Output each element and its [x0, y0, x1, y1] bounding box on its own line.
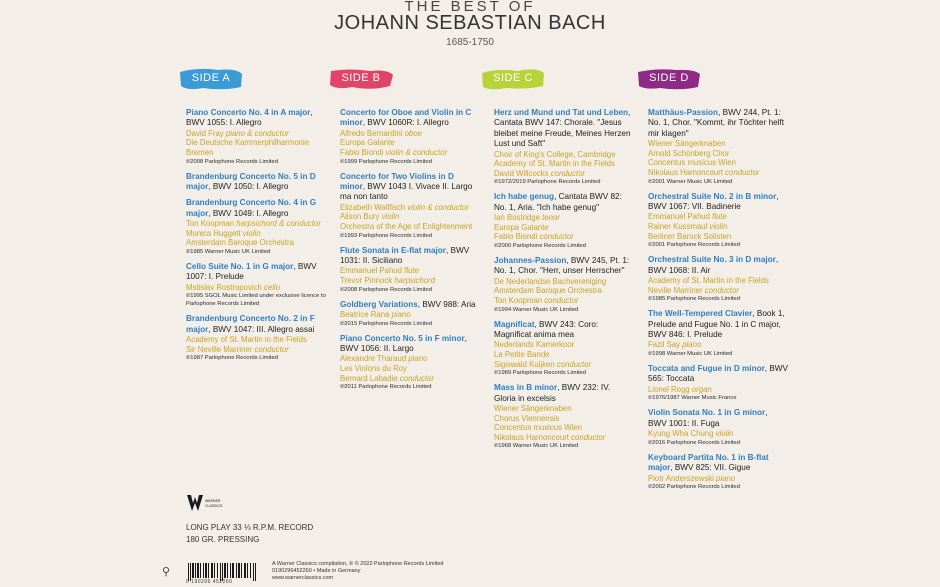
performer: Nikolaus Harnoncourt conductor [648, 168, 760, 177]
track-entry [340, 334, 480, 392]
copyright-line: ℗1995 SGOL Music Limited under exclusive licence to Parlophone Records Limited [186, 293, 326, 308]
work-name: Ich habe genug [494, 192, 555, 202]
performer: Europa Galante [340, 138, 395, 148]
track-entry [648, 108, 788, 186]
track-title: Matthäus-Passion, BWV 244, Pt. 1: No. 1, Chor. "Kommt, ihr Töchter helft mir klagen" [648, 108, 785, 138]
track-entry [340, 172, 480, 240]
performer: Die Deutsche Kammerphilharmonie Bremen [186, 138, 310, 157]
work-name: Piano Concerto No. 4 in A major [186, 108, 311, 117]
performer: Kyung Wha Chung violin [648, 429, 734, 439]
track-entry [186, 108, 326, 166]
work-name: Matthäus-Passion [648, 108, 719, 117]
side-a-tracklist [186, 108, 326, 368]
performer: Alfredo Bernardini oboe [340, 128, 422, 138]
copyright-line: ℗2008 Parlophone Records Limited [186, 158, 278, 165]
performer: Piotr Anderszewski piano [648, 473, 736, 483]
work-name: Cello Suite No. 1 in G major [186, 262, 294, 271]
track-entry [186, 314, 326, 362]
performer: Les Violons du Roy [340, 364, 408, 373]
performer: Amsterdam Baroque Orchestra [186, 238, 294, 248]
performer: Ian Bostridge tenor [494, 213, 560, 223]
performer: Nederlands Kamerkoor [494, 340, 575, 350]
work-name: Herz und Mund und Tat und Leben [494, 108, 629, 117]
lp-speed: LONG PLAY 33 ⅓ R.P.M. RECORD [186, 523, 314, 532]
performer: Alexandre Tharaud piano [340, 354, 428, 364]
copyright-line: ℗1972/2019 Parlophone Records Limited [494, 179, 601, 186]
performer: Fabio Biondi conductor [494, 232, 574, 242]
track-entry [340, 300, 480, 328]
performer: Rainer Kussmaul violin [648, 222, 728, 231]
work-name: Magnificat [494, 319, 535, 329]
performer: Orchestra of the Age of Enlightenment [340, 222, 473, 231]
track-entry [648, 408, 788, 446]
side-c-label: SIDE C [493, 72, 533, 84]
track-title: Orchestral Suite No. 2 in B minor, BWV 1067: VII. Badinerie [648, 191, 779, 211]
track-title: Brandenburg Concerto No. 5 in D major, BWV 1050: I. Allegro [186, 171, 316, 191]
performer: Choir of King's College, Cambridge [494, 149, 616, 159]
performer: Bernard Labadie conductor [340, 373, 435, 383]
track-entry [648, 453, 788, 491]
copyright-line: ℗2015 Parlophone Records Limited [340, 320, 432, 327]
work-name: Mass in B minor [494, 383, 558, 393]
side-d-tracklist [648, 108, 788, 497]
performer: Fabio Biondi violin & conductor [340, 148, 448, 157]
track-entry [648, 309, 788, 358]
performer: Berliner Barock Solisten [648, 231, 732, 241]
work-name: Orchestral Suite No. 3 in D major [648, 255, 776, 265]
track-title: Keyboard Partita No. 1 in B-flat major, BWV 825: VII. Gigue [648, 452, 769, 473]
track-title: Orchestral Suite No. 3 in D major, BWV 1068: II. Air [648, 255, 779, 275]
work-name: Concerto for Two Violins in D minor [340, 171, 454, 191]
performer: Wiener Sängerknaben [494, 404, 572, 413]
work-name: Orchestral Suite No. 2 in B minor [648, 191, 777, 201]
copyright-line: ℗1985 Parlophone Records Limited [648, 296, 740, 303]
track-title: Violin Sonata No. 1 in G minor, BWV 1001: II. Fuga [648, 408, 768, 428]
lp-pressing: 180 GR. PRESSING [186, 534, 260, 544]
track-title: Brandenburg Concerto No. 2 in F major, BWV 1047: III. Allegro assai [186, 314, 315, 334]
composer-name: JOHANN SEBASTIAN BACH [334, 12, 606, 34]
svg-text:WARNER: WARNER [205, 499, 221, 503]
performer: De Nederlandse Bachvereniging [494, 276, 607, 286]
track-title: Magnificat, BWV 243: Coro: Magnificat anima mea [494, 319, 599, 339]
work-name: Flute Sonata in E-flat major [340, 245, 446, 255]
side-b-tracklist [340, 108, 480, 397]
work-name: The Well-Tempered Clavier [648, 309, 753, 319]
copyright-line: ℗1968 Warner Music UK Limited [494, 443, 579, 450]
performer: Alison Bury violin [340, 212, 400, 222]
side-b-label: SIDE B [341, 72, 381, 84]
work-name: Concerto for Oboe and Violin in C minor [340, 108, 472, 128]
copyright-line: ℗1976/1987 Warner Music France [648, 395, 737, 402]
performer: Sigiswald Kuijken conductor [494, 359, 592, 369]
track-entry [186, 172, 326, 193]
copyright-line: ℗1985 Warner Music UK Limited [186, 249, 271, 255]
performer: Nikolaus Harnoncourt conductor [494, 432, 606, 442]
track-title: Concerto for Oboe and Violin in C minor, BWV 1060R: I. Allegro [340, 108, 472, 128]
track-entry [648, 364, 788, 402]
work-name: Violin Sonata No. 1 in G minor [648, 408, 766, 418]
work-name: Brandenburg Concerto No. 5 in D major [186, 171, 316, 191]
track-entry [494, 192, 634, 250]
performer: Europa Galante [494, 222, 549, 232]
work-name: Toccata and Fugue in D minor [648, 364, 765, 373]
track-entry [186, 198, 326, 256]
side-b-badge [328, 66, 394, 92]
track-entry [648, 192, 788, 250]
performer: Neville Marriner conductor [648, 285, 740, 295]
barcode-number: 0 190296 452260 [186, 579, 233, 585]
performer: Academy of St. Martin in the Fields [494, 159, 615, 169]
copyright-line: ℗1999 Parlophone Records Limited [340, 158, 432, 165]
copyright-line: ℗2001 Warner Music UK Limited [648, 178, 733, 185]
track-entry [340, 108, 480, 166]
track-title: Piano Concerto No. 5 in F minor, BWV 1056: II. Largo [340, 333, 467, 353]
track-title: Brandenburg Concerto No. 4 in G major, BWV 1049: I. Allegro [186, 198, 317, 218]
track-title: Mass in B minor, BWV 232: IV. Gloria in excelsis [494, 383, 611, 403]
performer: Chorus Viennensis [494, 413, 560, 423]
performer: Amsterdam Baroque Orchestra [494, 286, 602, 296]
work-name: Goldberg Variations [340, 299, 418, 309]
work-name: Keyboard Partita No. 1 in B-flat major [648, 452, 769, 473]
track-entry [494, 383, 634, 450]
performer: Concentus musicus Wien [648, 158, 736, 168]
performer: Arnold Schönberg Chor [648, 148, 730, 158]
track-title: Ich habe genug, Cantata BWV 82: No. 1, Aria. "Ich habe genug" [494, 192, 622, 212]
work-name: Piano Concerto No. 5 in F minor [340, 333, 465, 343]
track-entry [494, 256, 634, 314]
track-title: Concerto for Two Violins in D minor, BWV 1043 I. Vivace II. Largo ma non tanto [340, 171, 473, 202]
performer: David Fray piano & conductor [186, 128, 289, 138]
track-title: Herz und Mund und Tat und Leben, Cantata BWV 147: Chorale. "Jesus bleibet meine Freude, Meines Herzen Lust und Saft" [494, 108, 631, 149]
performer: La Petite Bande [494, 350, 550, 359]
performer: Monica Huggett violin [186, 228, 261, 238]
side-a-label: SIDE A [191, 72, 231, 84]
track-title: The Well-Tempered Clavier, Book 1, Prelude and Fugue No. 1 in C major, BWV 846: I. Prelude [648, 309, 785, 339]
side-c-tracklist [494, 108, 634, 456]
track-title: Goldberg Variations, BWV 988: Aria [340, 299, 476, 309]
track-title: Piano Concerto No. 4 in A major, BWV 1055: I. Allegro [186, 108, 313, 128]
performer: Wiener Sängerknaben [648, 139, 726, 149]
track-title: Flute Sonata in E-flat major, BWV 1031: II. Siciliano [340, 245, 470, 265]
work-name: Brandenburg Concerto No. 2 in F major [186, 314, 315, 334]
track-entry [648, 255, 788, 303]
track-entry [186, 262, 326, 308]
performer: Beatrice Rana piano [340, 310, 411, 319]
performer: Elizabeth Wallfisch violin & conductor [340, 202, 469, 212]
copyright-line: ℗2011 Parlophone Records Limited [340, 384, 432, 391]
performer: Academy of St. Martin in the Fields [648, 276, 769, 285]
side-c-badge [480, 66, 546, 92]
performer: Trevor Pinnock harpsichord [340, 276, 436, 285]
performer: Fazil Say piano [648, 340, 702, 350]
performer: Concentus musicus Wien [494, 423, 582, 433]
track-entry [340, 246, 480, 294]
copyright-line: ℗2016 Parlophone Records Limited [648, 439, 740, 446]
header-best-of: THE BEST OF [404, 0, 536, 15]
svg-text:CLASSICS: CLASSICS [205, 504, 223, 508]
copyright-line: ℗1994 Warner Music UK Limited [494, 306, 579, 313]
website-link[interactable]: www.warnerclassics.com [272, 575, 334, 581]
work-name: Johannes-Passion [494, 256, 567, 265]
warner-classics-logo [186, 493, 223, 513]
catalog-origin: 0190296452260 • Made in Germany [272, 568, 361, 574]
side-a-badge [178, 66, 244, 92]
compilation-copyright: A Warner Classics compilation, ℗ © 2022 Parlophone Records Limited [272, 561, 444, 567]
side-d-label: SIDE D [649, 72, 689, 84]
copyright-line: ℗2001 Parlophone Records Limited [648, 242, 740, 249]
side-d-badge [636, 66, 702, 92]
track-title: Toccata and Fugue in D minor, BWV 565: Toccata [648, 364, 788, 384]
performer: Emmanuel Pahud flute [340, 266, 419, 276]
recycle-icon: ⚲ [162, 566, 171, 578]
track-entry [494, 320, 634, 378]
copyright-line: ℗2000 Parlophone Records Limited [494, 243, 586, 249]
copyright-line: ℗1989 Parlophone Records Limited [494, 370, 586, 377]
copyright-line: ℗2008 Parlophone Records Limited [340, 286, 432, 293]
legal-fine-print [272, 561, 443, 582]
copyright-line: ℗2002 Parlophone Records Limited [648, 484, 740, 491]
copyright-line: ℗1987 Parlophone Records Limited [186, 355, 278, 362]
performer: David Willcocks conductor [494, 168, 586, 178]
performer: Mstislav Rostropovich cello [186, 282, 281, 292]
record-info [186, 522, 313, 545]
copyright-line: ℗1993 Parlophone Records Limited [340, 232, 432, 239]
performer: Academy of St. Martin in the Fields [186, 335, 307, 345]
composer-years: 1685-1750 [446, 37, 494, 48]
performer: Ton Koopman conductor [494, 296, 579, 305]
performer: Ton Koopman harpsichord & conductor [186, 219, 321, 229]
track-entry [494, 108, 634, 186]
track-title: Johannes-Passion, BWV 245, Pt. 1: No. 1, Chor. "Herr, unser Herrscher" [494, 256, 630, 276]
performer: Emmanuel Pahud flute [648, 212, 727, 222]
track-title: Cello Suite No. 1 in G major, BWV 1007: I. Prelude [186, 262, 317, 282]
copyright-line: ℗1998 Warner Music UK Limited [648, 351, 733, 357]
work-name: Brandenburg Concerto No. 4 in G major [186, 198, 317, 218]
performer: Sir Neville Marriner conductor [186, 344, 289, 354]
performer: Lionel Rogg organ [648, 384, 712, 394]
